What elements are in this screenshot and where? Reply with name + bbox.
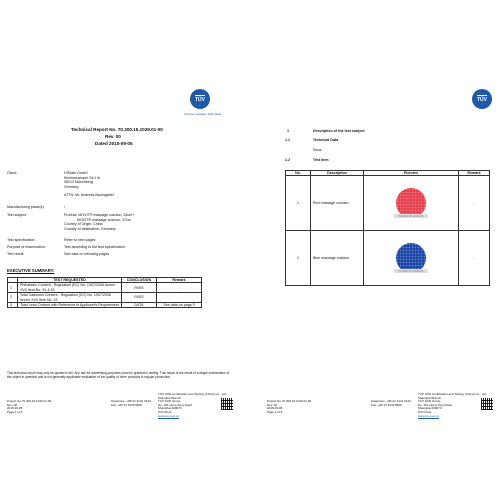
- field-label-client: Client:: [7, 171, 18, 175]
- tuv-logo: TÜV: [190, 89, 210, 109]
- logo-tagline: Choose certainty. Add value.: [184, 112, 222, 116]
- report-rev: Rev. 00: [105, 134, 121, 139]
- field-value-test-subject: Product: MOVIT® massage cushion, 33cm+ MOVIT® massage cushion, 37cm Country of Origin: China Country of destination: Germany: [64, 213, 135, 231]
- table-row: 1 Phthalates Content - Regulation (EC) No. 1907/2006 Annex XVII Item No. 51 & 52 PASS -: [8, 283, 202, 293]
- field-label-test-spec: Test specification:: [7, 238, 36, 242]
- tuv-logo: TÜV: [472, 89, 492, 109]
- red-cushion-photo: 70.300.15.1029.01: [396, 188, 426, 218]
- field-label-test-subject: Test subject:: [7, 213, 27, 217]
- field-label-manufacturing: Manufacturing place(s):: [7, 205, 45, 209]
- item-header-description: Description: [311, 171, 364, 176]
- report-date: Dated 2015-09-05: [95, 141, 133, 146]
- qr-code-icon: [481, 398, 493, 410]
- footer-address: TÜV SÜD Certification and Testing (China) Co., Ltd. Shanghai Branch TÜV SÜD Group No. 151 Heng Tong Road Shanghai 200070 P.R.China www.tuv-sud.cn: [418, 393, 490, 418]
- report-title: Technical Report No. 70.300.15.1029.01-00: [71, 127, 163, 132]
- field-value-test-spec: Refer to next pages: [64, 238, 96, 242]
- footer-website-link[interactable]: www.tuv-sud.cn: [158, 413, 180, 418]
- item-header-no: No.: [286, 171, 311, 176]
- report-footnote: This technical report may only be quoted in full. Any use for advertising purposes must be granted in writing. This report is the result of a single examination of the object in question and is not generally applicable evaluation of the quality of other products in regular production.: [7, 371, 230, 379]
- field-label-purpose: Purpose of examination:: [7, 245, 46, 249]
- section-title: None: [313, 148, 322, 152]
- summary-title: EXECUTIVE SUMMARY:: [7, 268, 55, 273]
- summary-header-conclusion: CONCLUSION: [122, 278, 157, 283]
- section-title: Test Item: [313, 158, 329, 162]
- section-number: 1.2: [285, 158, 290, 162]
- table-row: 3 Total Lead Content with Reference to Applicant's Requirement DATA See data on page 5: [8, 303, 202, 308]
- summary-table: [7, 277, 202, 308]
- section-title: Technical Data: [313, 138, 339, 142]
- field-value-purpose: Test according to the test specification: [64, 245, 125, 249]
- section-number: 1.1: [285, 138, 290, 142]
- report-page-2: [263, 75, 498, 430]
- field-label-result: Test result:: [7, 252, 25, 256]
- field-value-result: See data on following pages: [64, 252, 110, 256]
- table-row: 2 Blue massage cushion 70.300.15.1029.01 -: [286, 231, 490, 286]
- footer-project: Project No.70.300.15.1029.01-00 Rev. 00 2015-09-05 Page 2 of 8: [267, 399, 312, 414]
- item-photo-cell: [364, 231, 459, 286]
- report-page-1: [3, 75, 238, 430]
- footer-contact: Telephone: +86 21 6141 0123 Fax: +86 21 6140 8600: [111, 399, 151, 407]
- summary-header-remark: Remark: [157, 278, 202, 283]
- footer-address: TÜV SÜD Certification and Testing (China) Co., Ltd. Shanghai Branch TÜV SÜD Group No. 151 Heng Tong Road Shanghai 200070 P.R.China www.tuv-sud.cn: [158, 393, 230, 418]
- table-row: 1 Red massage cushion 70.300.15.1029.01 -: [286, 176, 490, 231]
- item-header-remark: Remark: [459, 171, 490, 176]
- footer-website-link[interactable]: www.tuv-sud.cn: [418, 413, 440, 418]
- test-item-table: [285, 170, 490, 286]
- section-title: Description of the test subject: [313, 129, 365, 133]
- item-photo-cell: [364, 176, 459, 231]
- field-value-manufacturing: /: [64, 205, 65, 209]
- blue-cushion-photo: 70.300.15.1029.01: [396, 243, 426, 273]
- summary-header-test: TEST REQUESTED: [18, 278, 122, 283]
- section-number: 1: [287, 129, 289, 133]
- footer-project: Project No.70.300.15.1029.01-00 Rev. 00 2015-09-05 Page 1 of 8: [7, 399, 52, 414]
- qr-code-icon: [221, 398, 233, 410]
- item-header-pictures: Pictures: [364, 171, 459, 176]
- field-value-client: HITsafe GmbH Kirchenkamper Str.1 lb 95213 Münchberg Germany ATTN: Mr. Andreas Baumgartel: [64, 171, 114, 198]
- table-row: 2 Total Cadmium Content - Regulation (EC) No. 1907/2006 Annex XVII Item No. 23 PASS -: [8, 293, 202, 303]
- footer-contact: Telephone: +86 21 6141 0123 Fax: +86 21 6140 8600: [371, 399, 411, 407]
